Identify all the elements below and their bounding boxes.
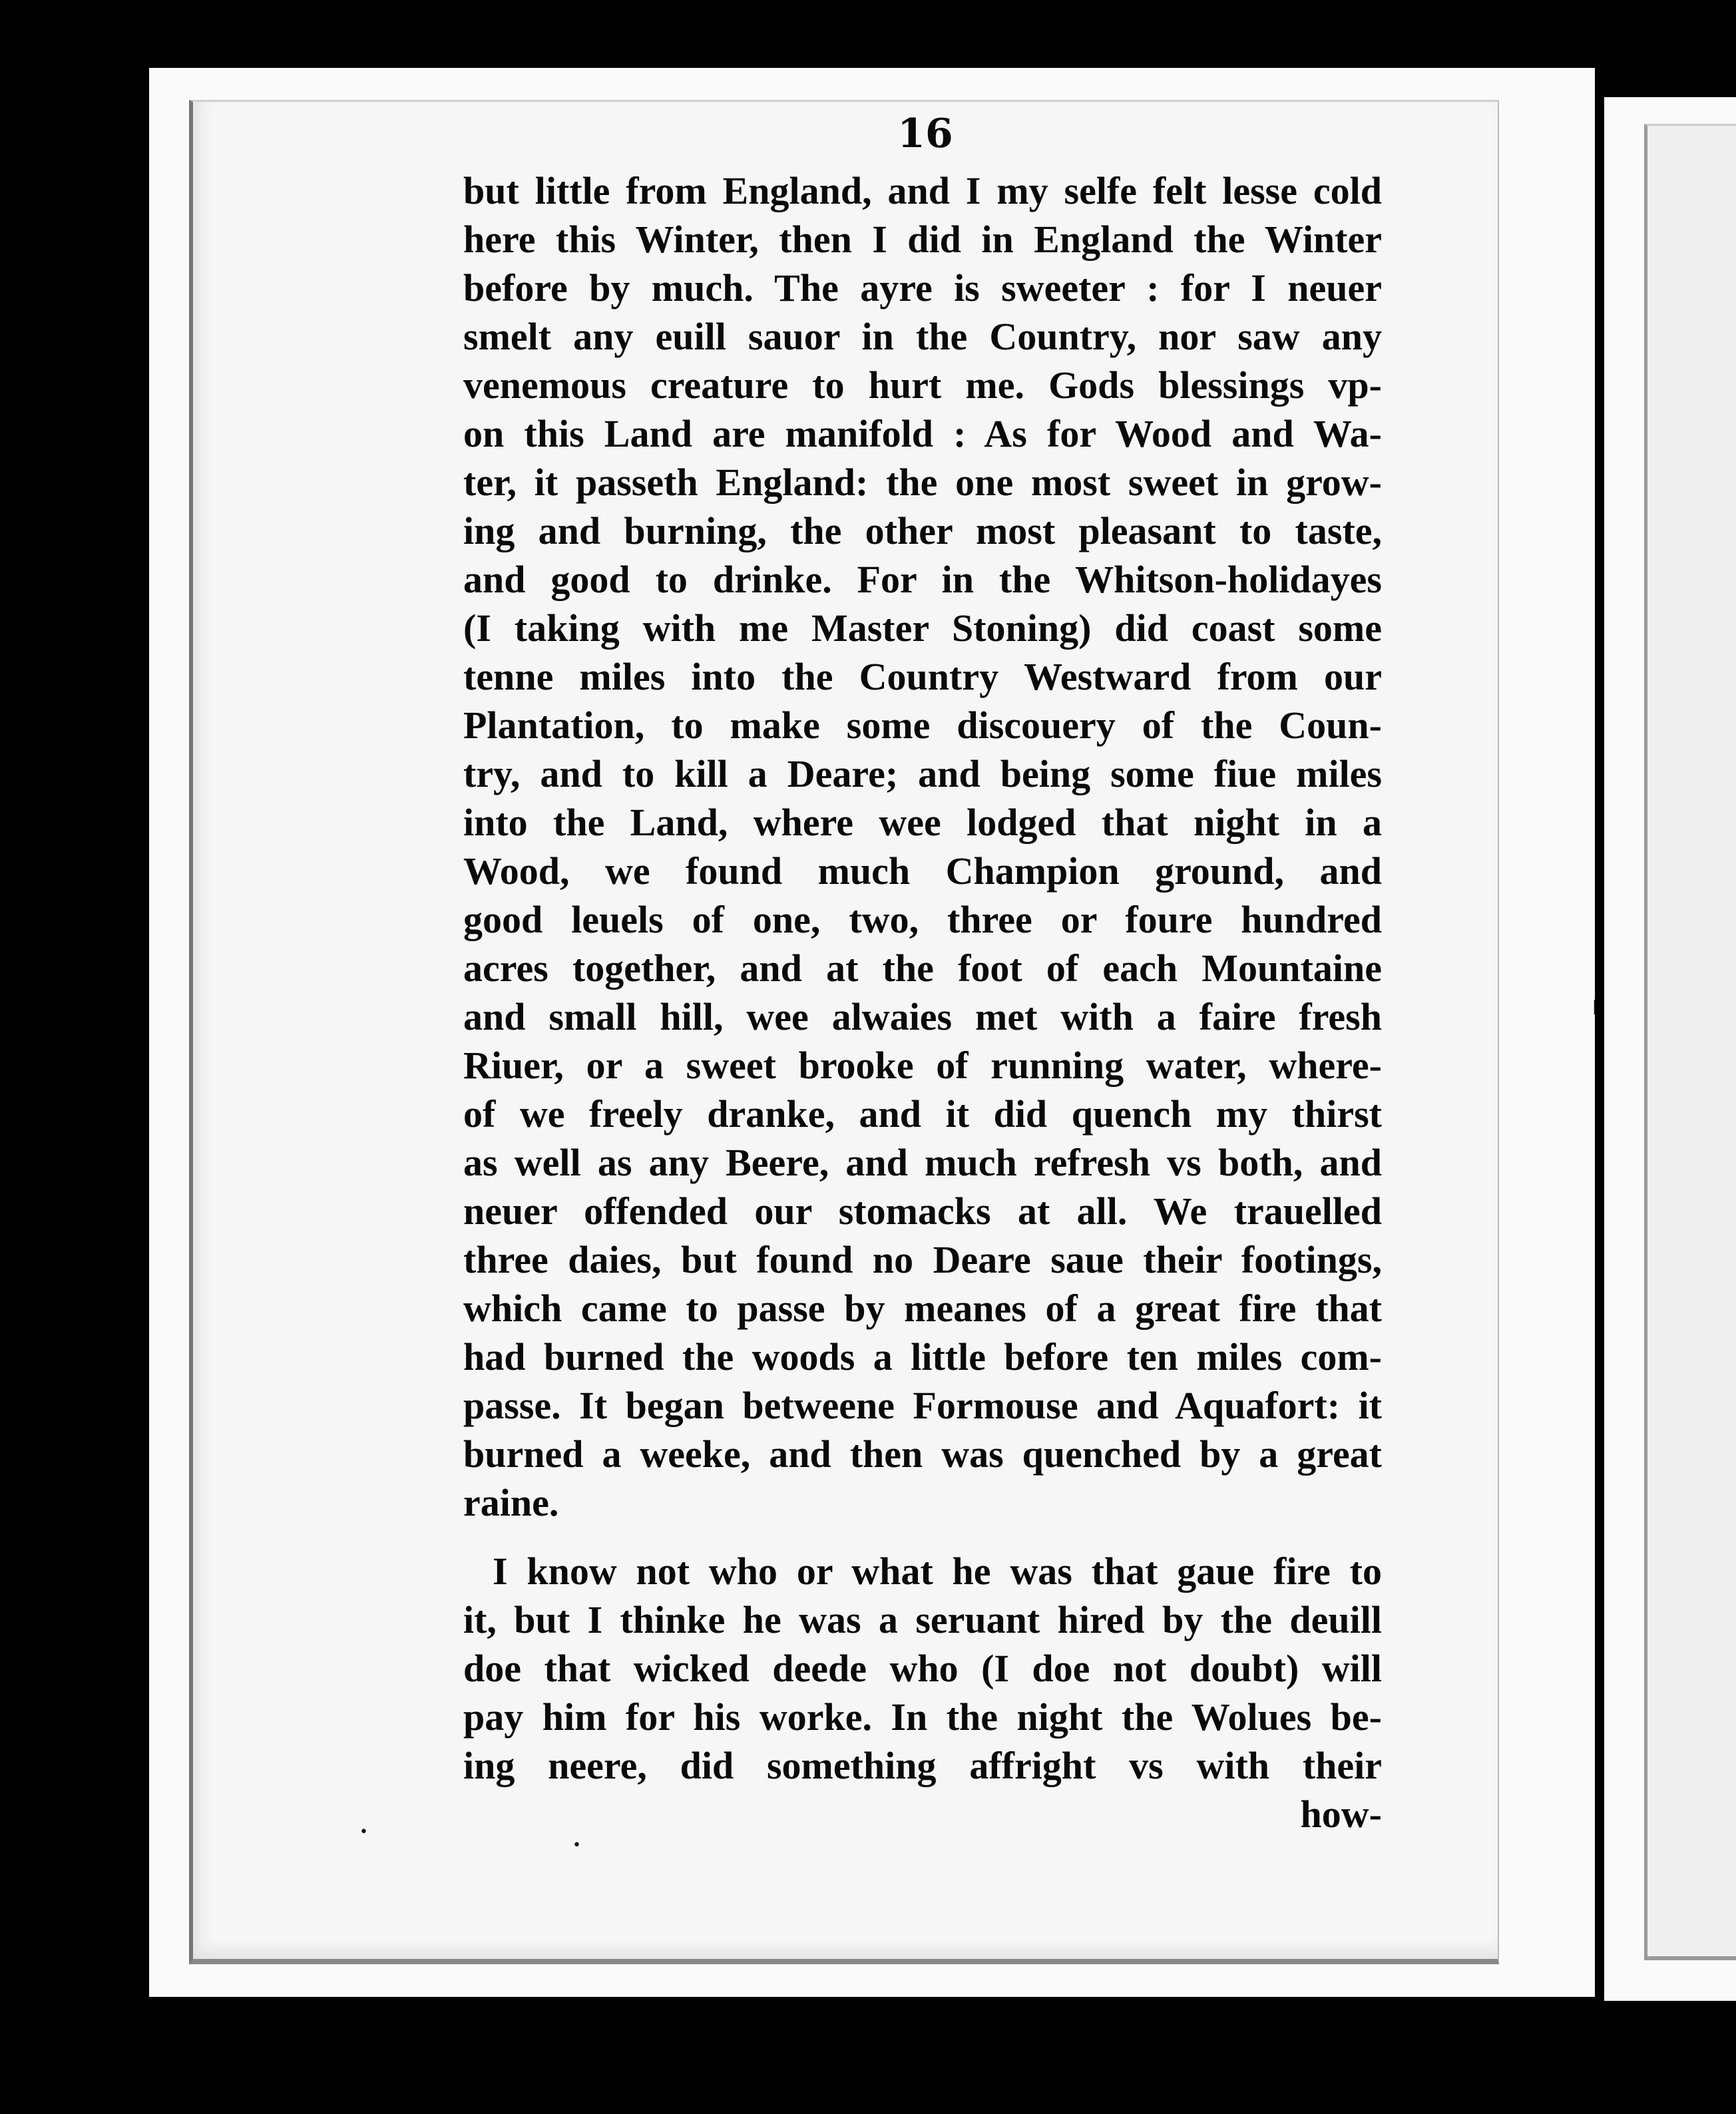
text-line: and small hill, wee alwaies met with a faire fresh [463,995,1382,1038]
text-line: (I taking with me Master Stoning) did coast some [463,606,1382,650]
text-line: here this Winter, then I did in England the Winter [463,218,1382,261]
text-line: ter, it passeth England: the one most sweet in grow- [463,461,1382,504]
text-line: tenne miles into the Country Westward from our [463,655,1382,698]
text-line: smelt any euill sauor in the Country, nor saw any [463,315,1382,358]
text-line: which came to passe by meanes of a great fire that [463,1287,1382,1330]
text-line: Plantation, to make some discouery of the Coun- [463,704,1382,747]
text-line: raine. [463,1481,559,1524]
text-line: neuer offended our stomacks at all. We trauelled [463,1189,1382,1233]
text-line: try, and to kill a Deare; and being some fiue miles [463,752,1382,795]
text-line: doe that wicked deede who (I doe not doubt) will [463,1647,1382,1690]
text-line: pay him for his worke. In the night the Wolues be- [463,1695,1382,1739]
text-line: ing and burning, the other most pleasant to taste, [463,509,1382,552]
text-line: three daies, but found no Deare saue their footings, [463,1238,1382,1281]
text-line: on this Land are manifold : As for Wood and Wa- [463,412,1382,455]
text-line: acres together, and at the foot of each Mountaine [463,947,1382,990]
text-line: as well as any Beere, and much refresh vs both, and [463,1141,1382,1184]
text-line: but little from England, and I my selfe felt lesse cold [463,169,1382,212]
speck-mark: • [359,1824,368,1840]
text-line: before by much. The ayre is sweeter : for I neuer [463,266,1382,310]
catchword: how- [1300,1793,1382,1836]
speck-mark: • [572,1837,581,1854]
paragraph-gap [463,1527,1382,1547]
text-line: passe. It began betweene Formouse and Aquafort: it [463,1384,1382,1427]
speck-mark: | [1592,998,1598,1015]
text-line: burned a weeke, and then was quenched by a great [463,1432,1382,1476]
text-line: ing neere, did something affright vs with their [463,1744,1382,1787]
text-line: I know not who or what he was that gaue fire to [493,1550,1382,1593]
text-line: into the Land, where wee lodged that night in a [463,801,1382,844]
text-line: had burned the woods a little before ten miles com- [463,1335,1382,1378]
text-line: of we freely dranke, and it did quench my thirst [463,1092,1382,1136]
text-line: good leuels of one, two, three or foure hundred [463,898,1382,941]
text-line: it, but I thinke he was a seruant hired by the deuill [463,1598,1382,1641]
page-text [463,166,1382,1838]
text-line: Riuer, or a sweet brooke of running water, where- [463,1044,1382,1087]
text-line: venemous creature to hurt me. Gods blessings vp- [463,363,1382,407]
facing-page-inner [1644,124,1736,1960]
text-line: and good to drinke. For in the Whitson-holidayes [463,558,1382,601]
text-line: Wood, we found much Champion ground, and [463,849,1382,893]
page-number: 16 [897,110,953,157]
